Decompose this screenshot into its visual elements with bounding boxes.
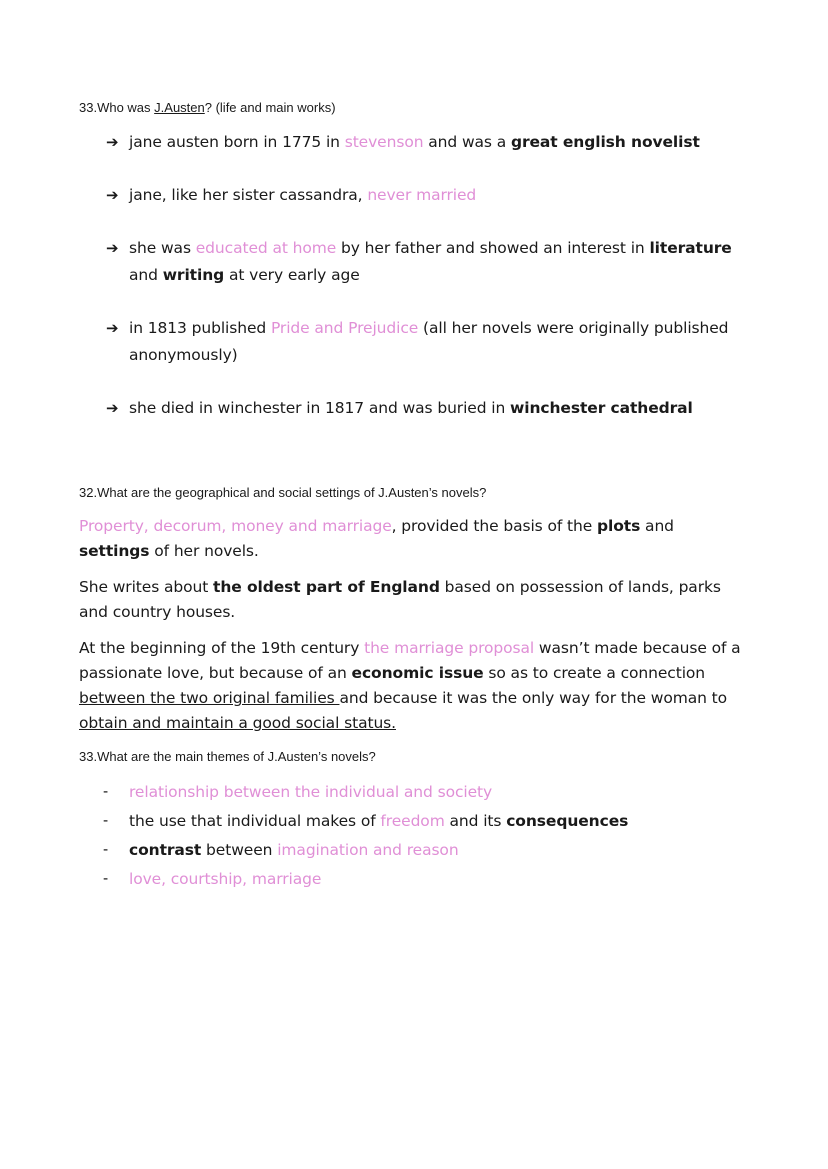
bold-text: consequences [506,812,629,830]
theme-item-1 [103,779,743,805]
question-rest: ? (life and main works) [204,100,336,115]
highlight-text: Pride and Prejudice [270,319,419,337]
bold-text: the oldest part of England [213,578,440,596]
bold-text: great english novelist [510,133,700,151]
bold-text: economic issue [351,664,484,682]
right-arrow-icon: ➔ [106,399,119,417]
question-prefix: 33.Who was [79,100,155,115]
underlined-text: obtain and maintain a good social status. [79,714,396,732]
life-item-4 [106,315,756,369]
bold-text: contrast [129,841,202,859]
item-text: (all her novels were originally published anonymously) [129,319,729,364]
highlight-text: the marriage proposal [364,639,535,657]
item-text: and [129,266,163,284]
highlight-text: educated at home [195,239,337,257]
theme-item-2 [103,808,743,834]
highlight-text: freedom [380,812,445,830]
item-text: jane austen born in 1775 in [129,133,345,151]
life-item-2 [106,182,746,209]
underlined-text: between the two original families [79,689,340,707]
item-text: she died in winchester in 1817 and was buried in [129,399,511,417]
dash-bullet: - [103,841,109,858]
settings-paragraph-3 [79,636,749,736]
highlight-text: never married [367,186,477,204]
para-text: and [640,517,674,535]
question-33-themes: 33.What are the main themes of J.Austen’s novels? [79,749,376,764]
para-text: so as to create a connection [483,664,706,682]
bold-text: plots [597,517,641,535]
right-arrow-icon: ➔ [106,239,119,257]
highlight-text: imagination and reason [277,841,459,859]
highlight-text: relationship between the individual and society [129,783,493,801]
item-text: and was a [423,133,511,151]
theme-text: the use that individual makes of [129,812,381,830]
item-text: by her father and showed an interest in [336,239,650,257]
para-text: , provided the basis of the [391,517,598,535]
theme-item-4 [103,866,743,892]
life-item-3 [106,235,746,289]
dash-bullet: - [103,812,109,829]
para-text: She writes about [79,578,214,596]
right-arrow-icon: ➔ [106,186,119,204]
austen-link[interactable]: J.Austen [154,100,205,115]
theme-text: between [201,841,278,859]
para-text: and because it was the only way for the woman to [339,689,728,707]
item-text: jane, like her sister cassandra, [129,186,368,204]
right-arrow-icon: ➔ [106,133,119,151]
theme-item-3 [103,837,743,863]
bold-text: literature [649,239,732,257]
para-text: At the beginning of the 19th century [79,639,365,657]
life-item-1 [106,129,746,156]
item-text: at very early age [224,266,360,284]
question-32-settings: 32.What are the geographical and social settings of J.Austen’s novels? [79,485,487,500]
life-item-5 [106,395,746,422]
dash-bullet: - [103,783,109,800]
settings-paragraph-1 [79,514,749,564]
bold-text: settings [79,542,150,560]
para-text: based on possession of lands, parks and country houses. [79,578,721,621]
theme-text: and its [444,812,507,830]
right-arrow-icon: ➔ [106,319,119,337]
bold-text: winchester cathedral [510,399,693,417]
dash-bullet: - [103,870,109,887]
highlight-text: Property, decorum, money and marriage [79,517,392,535]
question-33-who [79,100,336,115]
para-text: of her novels. [149,542,259,560]
bold-text: writing [162,266,225,284]
para-text: wasn’t made because of a passionate love, but because of an [79,639,741,682]
highlight-text: love, courtship, marriage [129,870,322,888]
item-text: in 1813 published [129,319,271,337]
settings-paragraph-2 [79,575,749,625]
item-text: she was [129,239,196,257]
highlight-text: stevenson [344,133,424,151]
